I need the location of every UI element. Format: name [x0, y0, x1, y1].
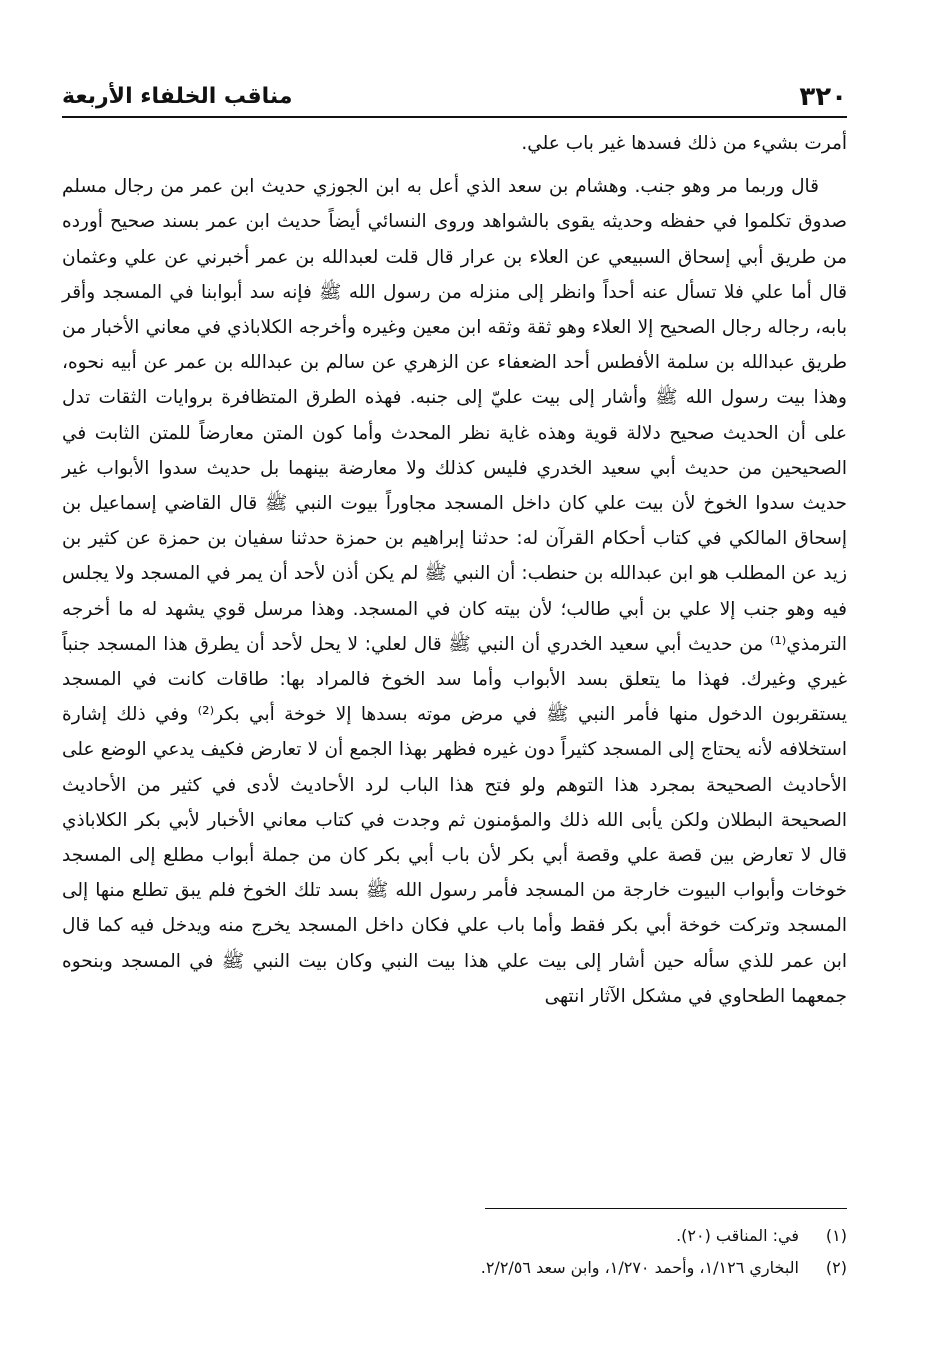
- footnote-1: [62, 1220, 847, 1252]
- footnote-divider: [485, 1208, 847, 1209]
- body-text: [62, 126, 847, 1014]
- running-title: مناقب الخلفاء الأربعة: [62, 84, 293, 109]
- footnote-number: (٢): [825, 1258, 847, 1277]
- paragraph-2: قال وربما مر وهو جنب. وهشام بن سعد الذي أعل به ابن الجوزي حديث ابن عمر من رجال مسلم صدوق تكلموا في حفظه وحديثه يقوى بالشواهد وروى النسائي أيضاً حديث ابن عمر بسند صحيح أورده من طريق أبي إسحاق السبيعي عن العلاء بن عرار قال قلت لعبدالله بن عمر أخبرني عن علي وعثمان قال أما علي فلا تسأل عنه أحداً وانظر إلى منزله من رسول الله ﷺ فإنه سد أبوابنا في المسجد وأقر بابه، رجاله رجال الصحيح إلا العلاء وهو ثقة وثقه ابن معين وغيره وأخرجه الكلاباذي في معاني الأخبار من طريق عبدالله بن سلمة الأفطس أحد الضعفاء عن الزهري عن سالم بن عبدالله بن عمر عن أبيه نحوه، وهذا بيت رسول الله ﷺ وأشار إلى بيت عليّ إلى جنبه. فهذه الطرق المتظافرة بروايات الثقات تدل على أن الحديث صحيح دلالة قوية وهذه غاية نظر المحدث وأما كون المتن معارضاً للمتن الثابت في الصحيحين من حديث أبي سعيد الخدري فليس كذلك ولا معارضة بينهما بل حديث سدوا الأبواب غير حديث سدوا الخوخ لأن بيت علي كان داخل المسجد مجاوراً بيوت النبي ﷺ قال القاضي إسماعيل بن إسحاق المالكي في كتاب أحكام القرآن له: حدثنا إبراهيم بن حمزة حدثنا سفيان بن حمزة عن كثير بن زيد عن المطلب هو ابن عبدالله بن حنطب: أن النبي ﷺ لم يكن أذن لأحد أن يمر في المسجد ولا يجلس فيه وهو جنب إلا علي بن أبي طالب؛ لأن بيته كان في المسجد. وهذا مرسل قوي يشهد له ما أخرجه الترمذي⁽¹⁾ من حديث أبي سعيد الخدري أن النبي ﷺ قال لعلي: لا يحل لأحد أن يطرق هذا المسجد جنباً غيري وغيرك. فهذا ما يتعلق بسد الأبواب وأما سد الخوخ فالمراد بها: طاقات كانت في المسجد يستقربون الدخول منها فأمر النبي ﷺ في مرض موته بسدها إلا خوخة أبي بكر⁽²⁾ وفي ذلك إشارة استخلافه لأنه يحتاج إلى المسجد كثيراً دون غيره فظهر بهذا الجمع أن لا تعارض فكيف يدعي الوضع على الأحاديث الصحيحة بمجرد هذا التوهم ولو فتح هذا الباب لرد الأحاديث لأدى في كثير من الأحاديث الصحيحة البطلان ولكن يأبى الله ذلك والمؤمنون ثم وجدت في كتاب معاني الأخبار لأبي بكر الكلاباذي قال لا تعارض بين قصة علي وقصة أبي بكر لأن باب أبي بكر كان من جملة أبواب مطلع إلى المسجد خوخات وأبواب البيوت خارجة من المسجد فأمر رسول الله ﷺ بسد تلك الخوخ فلم يبق تطلع منها إلى المسجد وتركت خوخة أبي بكر فقط وأما باب علي فكان داخل المسجد يخرج منه ويدخل فيه كما قال ابن عمر للذي سأله حين أشار إلى بيت علي هذا بيت النبي وكان بيت النبي ﷺ في المسجد وبنحوه جمعهما الطحاوي في مشكل الآثار انتهى: [62, 176, 847, 1007]
- running-header: [62, 70, 847, 118]
- footnote-text: البخاري ١/١٢٦، وأحمد ١/٢٧٠، وابن سعد ٢/٢/٥٦.: [480, 1258, 799, 1277]
- footnote-2: [62, 1252, 847, 1284]
- footnotes: [62, 1220, 847, 1284]
- page-number: ٣٢٠: [799, 82, 847, 112]
- paragraph-1: أمرت بشيء من ذلك فسدها غير باب علي.: [521, 133, 847, 154]
- footnote-number: (١): [825, 1226, 847, 1245]
- footnote-text: في: المناقب (٢٠).: [676, 1226, 799, 1245]
